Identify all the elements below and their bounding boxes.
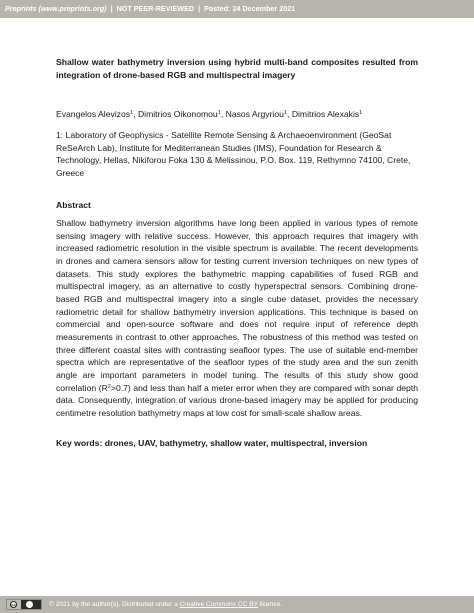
affiliation-mark: 1: [359, 110, 363, 116]
peer-review-status: NOT PEER-REVIEWED: [116, 4, 195, 13]
abstract-text-part1: Shallow bathymetry inversion algorithms have long been applied in various types of remote sensing imagery with relative success. However, this approach requires that imagery with increased radiometric resolution in the visible spectrum is available. The recent developments in drones and camera sensors allow for testing current inversion techniques on new types of datasets. This study explores the bathymetric mapping capabilities of fused RGB and multispectral imagery, as an alternative to costly hyperspectral sensors. Combining drone-based RGB and multispectral imagery into a single cube dataset, provides the necessary radiometric detail for shallow bathymetry inversion applications. This technique is based on commercial and open-source software and does not require input of reference depth measurements in contrast to other approaches. The robustness of this method was tested on three different coastal sites with contrasting seafloor types. The use of suitable end-member spectra which are representative of the seafloor types of the study area and the sun zenith angle are important parameters in model tuning. The results of this study show good correlation (R: [56, 218, 418, 393]
preprint-header-bar: [0, 0, 474, 18]
author-list: [56, 108, 418, 120]
author-affiliation: 1: Laboratory of Geophysics - Satellite Remote Sensing & Archaeoenvironment (GeoSat ReSeArch Lab), Institute for Mediterranean Studies (IMS), Foundation for Research & Technology, Hellas, Nikiforou Foka 130 & Melissinou, P.O. Box. 119, Rethymno 74100, Crete, Greece: [56, 130, 411, 178]
preprints-brand-link[interactable]: Preprints (www.preprints.org): [5, 4, 107, 13]
header-separator: |: [110, 4, 113, 13]
cc-by-badge-icon[interactable]: [6, 599, 42, 610]
abstract-body: [56, 217, 418, 420]
copyright-suffix: license.: [257, 601, 283, 608]
copyright-notice: [49, 596, 282, 613]
author-name: Dimitrios Oikonomou: [137, 109, 218, 119]
attribution-person-icon: [26, 601, 33, 608]
abstract-text-part2: >0.7) and less than half a meter error when they are compared with sonar depth data. Consequently, integration of various drone-based imagery may be applied for producing centimetre resolution bathymetry maps at low cost for small-scale shallow areas.: [56, 382, 418, 418]
author-separator: ,: [133, 109, 138, 119]
affiliation-mark: 1: [130, 110, 134, 116]
author-name: Nasos Argyriou: [225, 109, 284, 119]
abstract-heading: Abstract: [56, 200, 91, 210]
license-footer-bar: [0, 596, 474, 613]
r-squared-superscript: 2: [107, 383, 111, 390]
affiliation-mark: 1: [283, 110, 288, 116]
paper-title: Shallow water bathymetry inversion using hybrid multi-band composites resulted from integration of drone-based RGB and multispectral imagery: [56, 57, 418, 80]
author-separator: ,: [287, 109, 292, 119]
cc-logo-icon: cc: [11, 602, 16, 607]
affiliation-mark: 1: [217, 110, 221, 116]
author-separator: ,: [220, 109, 226, 119]
posted-date: Posted: 24 December 2021: [204, 4, 296, 13]
author-name: Evangelos Alevizos: [56, 109, 131, 119]
header-separator-2: |: [198, 4, 201, 13]
keywords-line: Key words: drones, UAV, bathymetry, shallow water, multispectral, inversion: [56, 438, 368, 448]
author-name: Dimitrios Alexakis: [291, 109, 360, 119]
license-link[interactable]: Creative Commons CC BY: [179, 601, 258, 608]
copyright-prefix: © 2021 by the author(s). Distributed under a: [49, 601, 180, 608]
